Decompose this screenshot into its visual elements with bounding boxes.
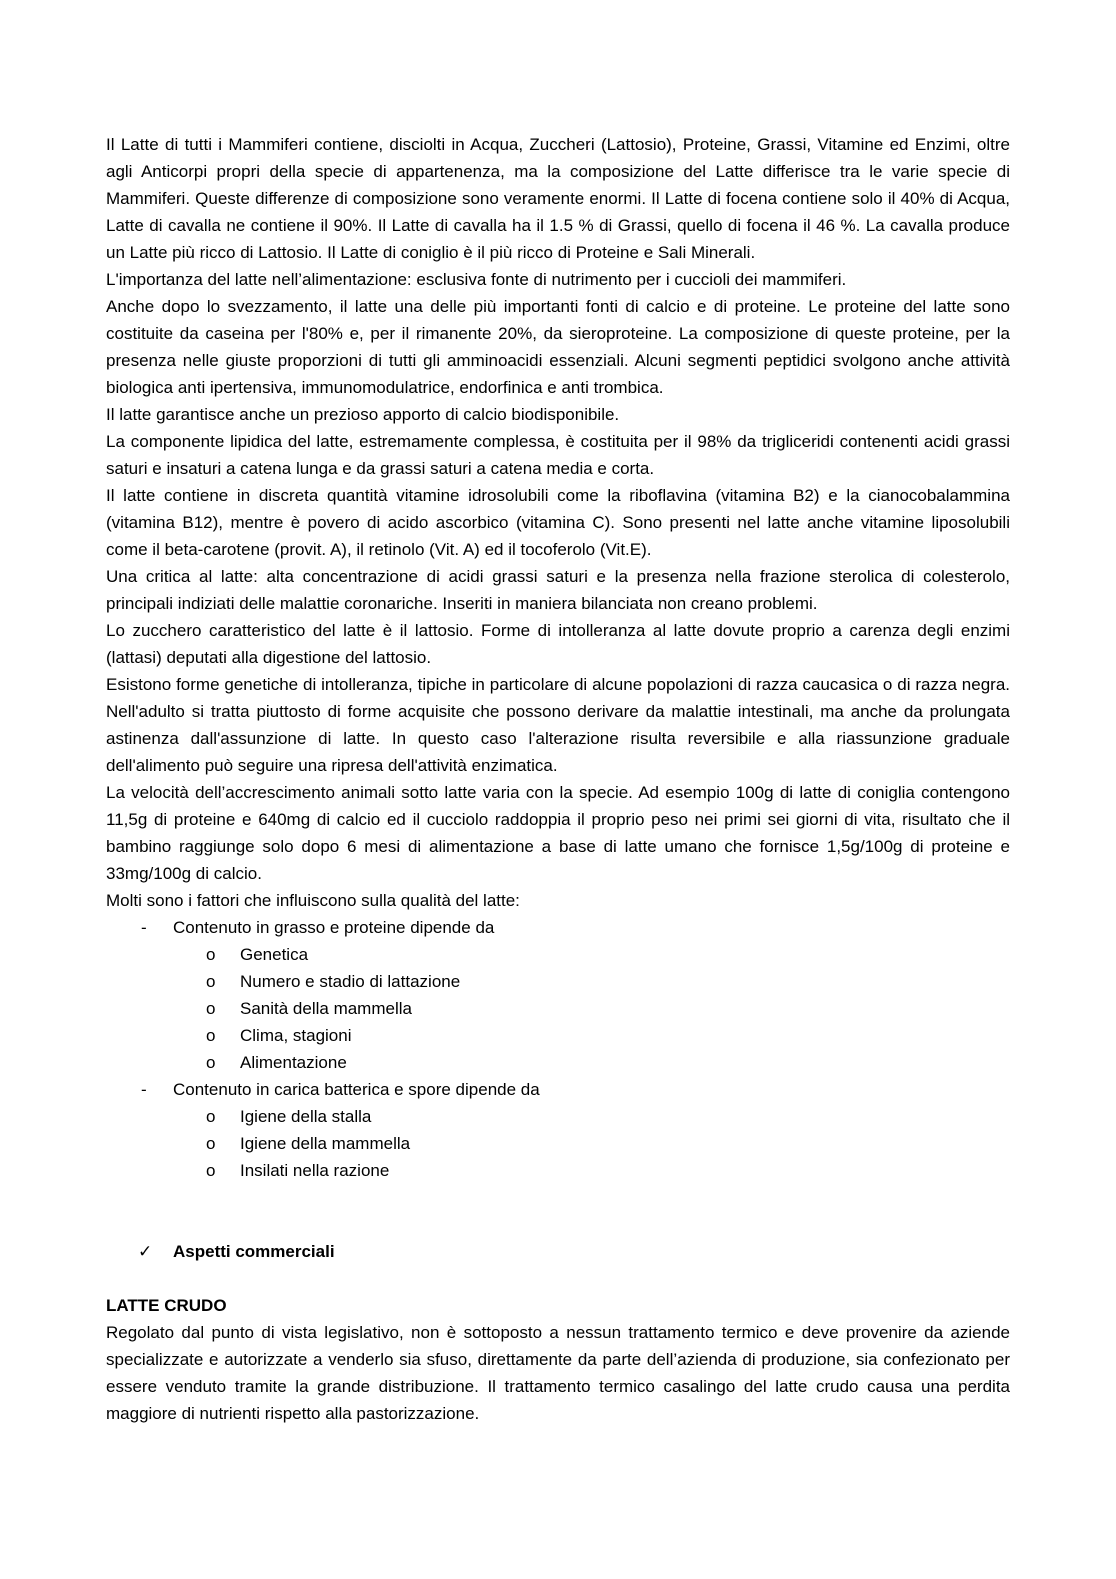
circle-bullet: o xyxy=(206,1134,216,1153)
paragraph-criticism: Una critica al latte: alta concentrazione di acidi grassi saturi e la presenza nella frazione sterolica di colesterolo, principali indiziati delle malattie coronariche. Inseriti in maniera bilanciata non creano problemi. xyxy=(106,567,1010,613)
vertical-spacer xyxy=(106,1184,1010,1238)
section-heading-commercial xyxy=(106,1238,1010,1265)
paragraph-proteins: Anche dopo lo svezzamento, il latte una delle più importanti fonti di calcio e di proteine. Le proteine del latte sono costituite da caseina per l'80% e, per il rimanente 20%, da sieroproteine. La composizione di queste proteine, per la presenza nelle giuste proporzioni di tutti gli amminoacidi essenziali. Alcuni segmenti peptidici svolgono anche attività biologica anti ipertensiva, immunomodulatrice, endorfinica e anti trombica. xyxy=(106,297,1010,397)
list-item-label: Insilati nella razione xyxy=(240,1161,390,1180)
list-item xyxy=(106,941,1010,968)
paragraph-importance: L'importanza del latte nell’alimentazione: esclusiva fonte di nutrimento per i cuccioli dei mammiferi. xyxy=(106,270,847,289)
circle-bullet: o xyxy=(206,999,216,1018)
list-item-label: Clima, stagioni xyxy=(240,1026,352,1045)
dash-bullet: - xyxy=(141,1080,147,1099)
list-item-label: Contenuto in grasso e proteine dipende da xyxy=(173,918,495,937)
list-item xyxy=(106,995,1010,1022)
latte-crudo-paragraph: Regolato dal punto di vista legislativo, non è sottoposto a nessun trattamento termico e deve provenire da aziende specializzate e autorizzate a venderlo sia sfuso, direttamente da parte dell’azienda di produzione, sia confezionato per essere venduto tramite la grande distribuzione. Il trattamento termico casalingo del latte crudo causa una perdita maggiore di nutrienti rispetto alla pastorizzazione. xyxy=(106,1323,1010,1423)
list-item xyxy=(106,1103,1010,1130)
list-item xyxy=(106,1049,1010,1076)
paragraph-lactose: Lo zucchero caratteristico del latte è il lattosio. Forme di intolleranza al latte dovute proprio a carenza degli enzimi (lattasi) deputati alla digestione del lattosio. xyxy=(106,621,1010,667)
list-item-label: Numero e stadio di lattazione xyxy=(240,972,461,991)
paragraph-calcium: Il latte garantisce anche un prezioso apporto di calcio biodisponibile. xyxy=(106,405,620,424)
circle-bullet: o xyxy=(206,972,216,991)
list-item xyxy=(106,914,1010,941)
vertical-spacer xyxy=(106,1265,1010,1292)
list-item xyxy=(106,968,1010,995)
latte-crudo-heading: LATTE CRUDO xyxy=(106,1296,227,1315)
list-item xyxy=(106,1130,1010,1157)
paragraph-lipids: La componente lipidica del latte, estremamente complessa, è costituita per il 98% da trigliceridi contenenti acidi grassi saturi e insaturi a catena lunga e da grassi saturi a catena media e corta. xyxy=(106,432,1010,478)
circle-bullet: o xyxy=(206,945,216,964)
circle-bullet: o xyxy=(206,1107,216,1126)
paragraph-milk-composition: Il Latte di tutti i Mammiferi contiene, disciolti in Acqua, Zuccheri (Lattosio), Proteine, Grassi, Vitamine ed Enzimi, oltre agli Anticorpi propri della specie di appartenenza, ma la composizione del Latte differisce tra le varie specie di Mammiferi. Queste differenze di composizione sono veramente enormi. Il Latte di focena contiene solo il 40% di Acqua, Latte di cavalla ne contiene il 90%. Il Latte di cavalla ha il 1.5 % di Grassi, quello di focena il 46 %. La cavalla produce un Latte più ricco di Lattosio. Il Latte di coniglio è il più ricco di Proteine e Sali Minerali. xyxy=(106,135,1010,262)
list-item-label: Alimentazione xyxy=(240,1053,347,1072)
list-item-label: Igiene della stalla xyxy=(240,1107,372,1126)
list-item xyxy=(106,1157,1010,1184)
list-item xyxy=(106,1076,1010,1103)
paragraph-quality-factors-intro: Molti sono i fattori che influiscono sulla qualità del latte: xyxy=(106,891,520,910)
check-icon: ✓ xyxy=(138,1242,153,1261)
circle-bullet: o xyxy=(206,1053,216,1072)
quality-factors-list xyxy=(106,914,1010,1184)
list-item-label: Igiene della mammella xyxy=(240,1134,411,1153)
document-page xyxy=(106,131,1010,1427)
circle-bullet: o xyxy=(206,1161,216,1180)
section-title: Aspetti commerciali xyxy=(173,1242,335,1261)
list-item-label: Genetica xyxy=(240,945,309,964)
dash-bullet: - xyxy=(141,918,147,937)
list-item-label: Contenuto in carica batterica e spore dipende da xyxy=(173,1080,540,1099)
list-item xyxy=(106,1022,1010,1049)
paragraph-intolerance: Esistono forme genetiche di intolleranza, tipiche in particolare di alcune popolazioni di razza caucasica o di razza negra. Nell'adulto si tratta piuttosto di forme acquisite che possono derivare da malattie intestinali, ma anche da prolungata astinenza dall'assunzione di latte. In questo caso l'alterazione risulta reversibile e alla riassunzione graduale dell'alimento può seguire una ripresa dell'attività enzimatica. xyxy=(106,675,1010,775)
circle-bullet: o xyxy=(206,1026,216,1045)
paragraph-growth-rate: La velocità dell’accrescimento animali sotto latte varia con la specie. Ad esempio 100g di latte di coniglia contengono 11,5g di proteine e 640mg di calcio ed il cucciolo raddoppia il proprio peso nei primi sei giorni di vita, risultato che il bambino raggiunge solo dopo 6 mesi di alimentazione a base di latte umano che fornisce 1,5g/100g di proteine e 33mg/100g di calcio. xyxy=(106,783,1010,883)
list-item-label: Sanità della mammella xyxy=(240,999,412,1018)
paragraph-vitamins: Il latte contiene in discreta quantità vitamine idrosolubili come la riboflavina (vitamina B2) e la cianocobalammina (vitamina B12), mentre è povero di acido ascorbico (vitamina C). Sono presenti nel latte anche vitamine liposolubili come il beta-carotene (provit. A), il retinolo (Vit. A) ed il tocoferolo (Vit.E). xyxy=(106,486,1010,559)
